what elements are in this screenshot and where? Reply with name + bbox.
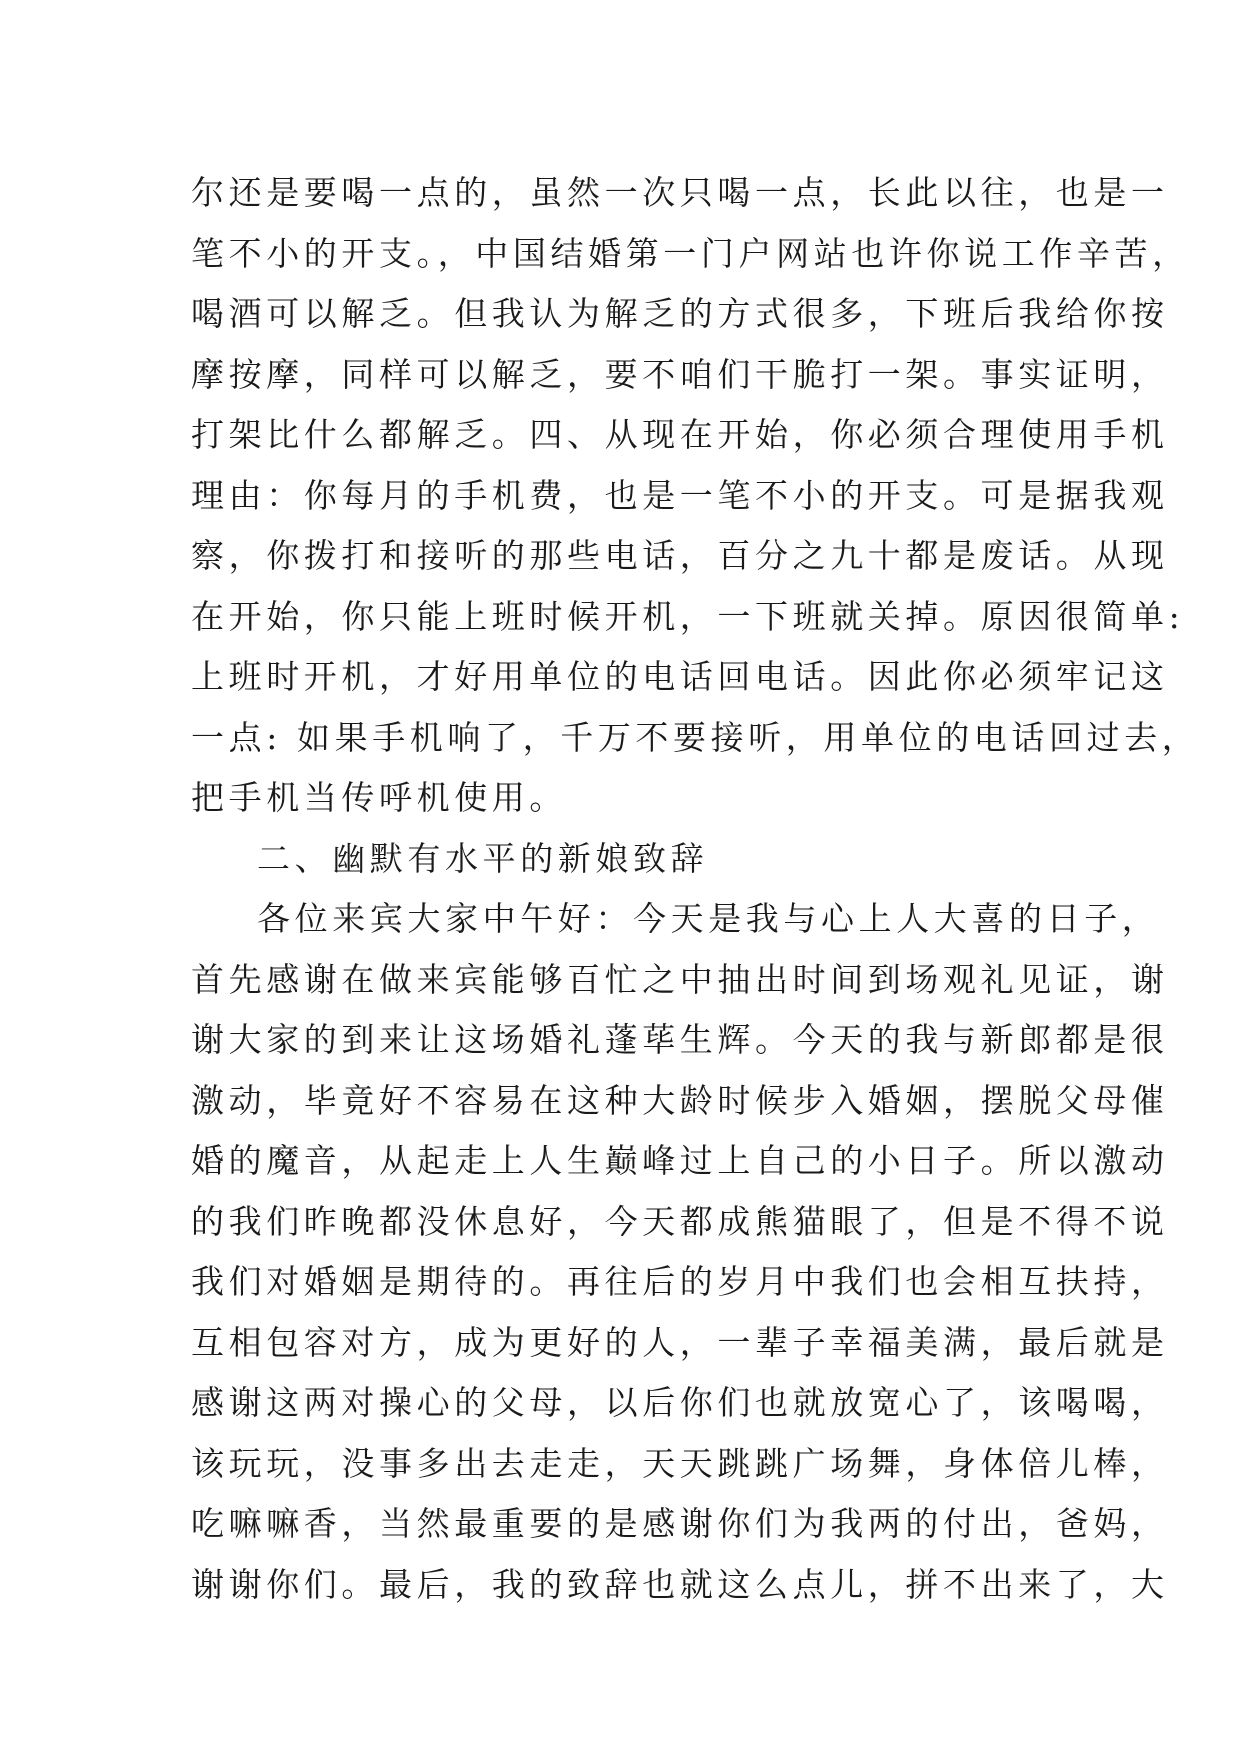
text-line: 谢大家的到来让这场婚礼蓬荜生辉。今天的我与新郎都是很 <box>191 1020 1169 1059</box>
document-body <box>191 163 1200 1615</box>
text-line: 吃嘛嘛香，当然最重要的是感谢你们为我两的付出，爸妈， <box>191 1504 1169 1543</box>
text-line: 尔还是要喝一点的，虽然一次只喝一点，长此以往，也是一 <box>191 173 1169 212</box>
text-line: 摩按摩，同样可以解乏，要不咱们干脆打一架。事实证明， <box>191 354 1169 394</box>
text-line: 打架比什么都解乏。四、从现在开始，你必须合理使用手机 <box>191 415 1169 454</box>
text-line: 互相包容对方，成为更好的人，一辈子幸福美满，最后就是 <box>191 1322 1169 1362</box>
paragraph-1 <box>191 163 1200 829</box>
text-line: 激动，毕竟好不容易在这种大龄时候步入婚姻，摆脱父母催 <box>191 1080 1169 1120</box>
text-line: 笔不小的开支。，中国结婚第一门户网站也许你说工作辛苦， <box>191 233 1190 273</box>
text-line: 上班时开机，才好用单位的电话回电话。因此你必须牢记这 <box>191 657 1169 696</box>
text-line: 该玩玩，没事多出去走走，天天跳跳广场舞，身体倍儿棒， <box>191 1443 1169 1483</box>
text-line: 理由：你每月的手机费，也是一笔不小的开支。可是据我观 <box>191 475 1169 515</box>
text-line: 喝酒可以解乏。但我认为解乏的方式很多，下班后我给你按 <box>191 294 1169 333</box>
text-line: 察，你拨打和接听的那些电话，百分之九十都是废话。从现 <box>191 536 1169 575</box>
text-line: 我们对婚姻是期待的。再往后的岁月中我们也会相互扶持， <box>191 1262 1169 1301</box>
section-heading: 二、幽默有水平的新娘致辞 <box>257 838 709 878</box>
text-line: 的我们昨晚都没休息好，今天都成熊猫眼了，但是不得不说 <box>191 1201 1169 1241</box>
text-line: 感谢这两对操心的父母，以后你们也就放宽心了，该喝喝， <box>191 1383 1169 1422</box>
text-line: 谢谢你们。最后，我的致辞也就这么点儿，拼不出来了，大 <box>191 1564 1169 1604</box>
paragraph-2 <box>191 889 1169 1615</box>
text-line: 把手机当传呼机使用。 <box>191 778 567 817</box>
text-line: 在开始，你只能上班时候开机，一下班就关掉。原因很简单: <box>191 596 1185 636</box>
text-line: 首先感谢在做来宾能够百忙之中抽出时间到场观礼见证，谢 <box>191 959 1169 999</box>
text-line: 各位来宾大家中午好：今天是我与心上人大喜的日子， <box>257 899 1160 938</box>
text-line: 一点: 如果手机响了，千万不要接听，用单位的电话回过去， <box>191 717 1200 757</box>
text-line: 婚的魔音，从起走上人生巅峰过上自己的小日子。所以激动 <box>191 1141 1169 1180</box>
